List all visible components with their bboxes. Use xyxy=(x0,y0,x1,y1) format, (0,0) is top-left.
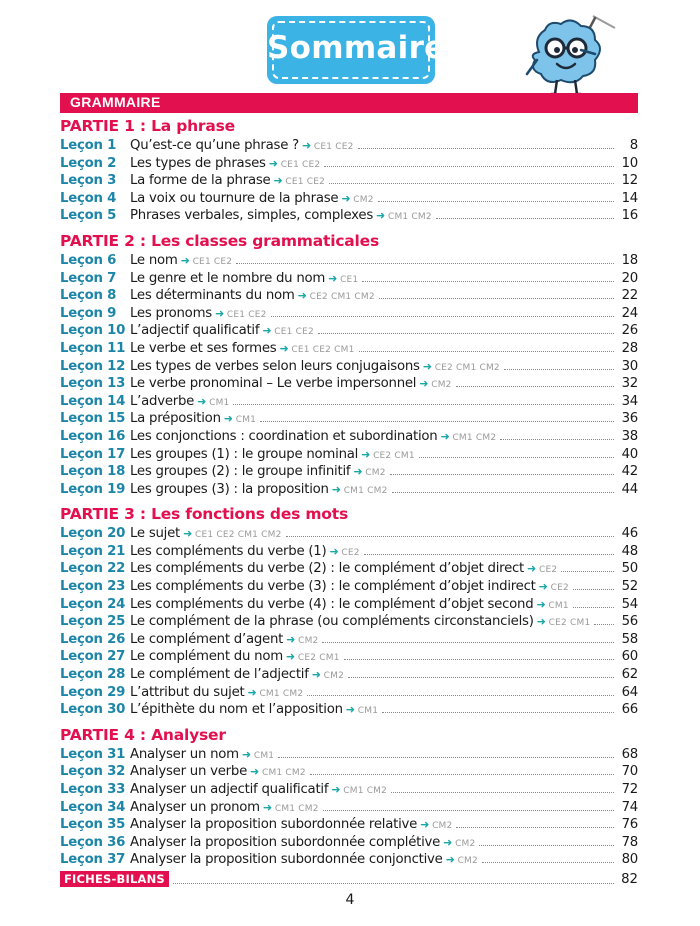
lesson-levels: CM2 xyxy=(432,821,453,832)
lesson-row[interactable] xyxy=(60,393,638,411)
lesson-row[interactable] xyxy=(60,428,638,446)
section-banner-grammaire xyxy=(60,93,638,113)
lesson-levels: CM2 xyxy=(457,856,478,867)
lesson-title: Les compléments du verbe (2) : le complément d’objet direct xyxy=(130,561,525,577)
dot-leader xyxy=(456,818,614,828)
lesson-page: 24 xyxy=(621,305,638,321)
arrow-right-icon: ➜ xyxy=(420,818,430,832)
title-box xyxy=(267,16,446,84)
lesson-title: Les pronoms xyxy=(130,305,212,321)
lesson-number: Leçon 3 xyxy=(60,173,117,189)
arrow-right-icon: ➜ xyxy=(341,191,351,205)
lesson-title: Les compléments du verbe (1) xyxy=(130,543,327,559)
arrow-right-icon: ➜ xyxy=(180,253,190,267)
lesson-page: 70 xyxy=(621,764,638,780)
lesson-levels: CE2 xyxy=(341,547,360,558)
lesson-page: 72 xyxy=(621,782,638,797)
lesson-number: Leçon 28 xyxy=(60,667,126,683)
lesson-page: 60 xyxy=(621,649,638,665)
arrow-right-icon: ➜ xyxy=(286,632,296,646)
lesson-row[interactable] xyxy=(60,270,638,288)
lesson-page: 68 xyxy=(621,746,638,762)
lesson-number: Leçon 6 xyxy=(60,252,117,268)
lesson-title: Le complément d’agent xyxy=(130,631,284,647)
dot-leader xyxy=(310,765,614,775)
dot-leader xyxy=(307,686,614,696)
lesson-row[interactable] xyxy=(60,190,638,208)
part-title: PARTIE 4 : Analyser xyxy=(60,725,226,744)
dot-leader xyxy=(260,412,614,422)
lesson-page: 56 xyxy=(621,614,638,630)
lesson-number: Leçon 19 xyxy=(60,481,126,497)
lesson-row[interactable] xyxy=(60,666,638,684)
arrow-right-icon: ➜ xyxy=(419,377,429,391)
arrow-right-icon: ➜ xyxy=(329,544,339,558)
lesson-row[interactable] xyxy=(60,543,638,561)
lesson-number: Leçon 5 xyxy=(60,208,117,224)
lesson-title: Les groupes (2) : le groupe infinitif xyxy=(130,464,351,480)
lesson-levels: CM2 xyxy=(353,194,374,205)
lesson-row[interactable] xyxy=(60,358,638,376)
arrow-right-icon: ➜ xyxy=(328,271,338,285)
dot-leader xyxy=(359,342,614,352)
arrow-right-icon: ➜ xyxy=(331,482,341,496)
lesson-levels: CM2 xyxy=(323,671,345,682)
lesson-page: 66 xyxy=(621,702,638,718)
lesson-row[interactable] xyxy=(60,560,638,578)
dot-leader xyxy=(173,875,614,884)
dot-leader xyxy=(479,836,614,846)
lesson-title: Analyser la proposition subordonnée relative xyxy=(130,817,418,833)
lesson-title: Phrases verbales, simples, complexes xyxy=(130,208,374,224)
lesson-row[interactable] xyxy=(60,834,638,852)
lesson-number: Leçon 25 xyxy=(60,614,126,630)
dot-leader xyxy=(573,598,614,608)
dot-leader xyxy=(392,483,615,493)
lesson-number: Leçon 9 xyxy=(60,305,117,321)
lesson-levels: CM1 xyxy=(357,706,379,717)
lesson-title: Les groupes (3) : la proposition xyxy=(130,481,329,497)
lesson-levels: CE2 CM1 CM2 xyxy=(309,292,375,303)
lesson-page: 80 xyxy=(621,852,638,868)
arrow-right-icon: ➜ xyxy=(268,156,278,170)
lesson-page: 12 xyxy=(621,173,638,189)
dot-leader xyxy=(379,289,614,299)
dot-leader xyxy=(378,192,614,202)
dot-leader xyxy=(382,703,614,713)
lesson-levels: CM1 CM2 xyxy=(343,485,388,496)
lesson-page: 52 xyxy=(621,579,638,595)
lesson-title: Le complément du nom xyxy=(130,649,283,665)
arrow-right-icon: ➜ xyxy=(445,853,455,867)
lesson-row[interactable] xyxy=(60,287,638,305)
lesson-row[interactable] xyxy=(60,613,638,631)
lesson-row[interactable] xyxy=(60,763,638,781)
lesson-levels: CE1 CE2 CM1 CM2 xyxy=(195,530,282,541)
lesson-page: 22 xyxy=(621,288,638,304)
lesson-row[interactable] xyxy=(60,305,638,323)
lesson-title: Analyser un nom xyxy=(130,746,239,762)
lesson-number: Leçon 23 xyxy=(60,579,126,595)
lesson-title: Les compléments du verbe (3) : le complément d’objet indirect xyxy=(130,579,536,595)
lesson-levels: CE2 CM1 xyxy=(297,653,340,664)
lesson-page: 48 xyxy=(621,543,638,559)
lesson-page: 78 xyxy=(621,834,638,850)
lesson-title: Les compléments du verbe (4) : le complément d’objet second xyxy=(130,596,534,612)
lesson-number: Leçon 17 xyxy=(60,446,126,462)
arrow-right-icon: ➜ xyxy=(311,668,321,682)
arrow-right-icon: ➜ xyxy=(262,800,272,814)
lesson-title: Analyser la proposition subordonnée conjonctive xyxy=(130,852,443,868)
lesson-number: Leçon 24 xyxy=(60,596,126,612)
lesson-number: Leçon 20 xyxy=(60,526,126,542)
lesson-levels: CM1 CM2 xyxy=(259,688,304,699)
arrow-right-icon: ➜ xyxy=(536,597,546,611)
lesson-number: Leçon 27 xyxy=(60,649,126,665)
lesson-levels: CE1 xyxy=(340,274,359,285)
lesson-levels: CM2 xyxy=(298,635,319,646)
lesson-number: Leçon 16 xyxy=(60,428,126,444)
lesson-title: Les types de verbes selon leurs conjugaisons xyxy=(130,358,420,374)
dot-leader xyxy=(271,307,614,317)
lesson-number: Leçon 8 xyxy=(60,288,117,304)
lesson-page: 18 xyxy=(621,252,638,268)
dot-leader xyxy=(419,448,614,458)
lesson-row[interactable] xyxy=(60,631,638,649)
lesson-page: 46 xyxy=(621,526,638,542)
lesson-page: 30 xyxy=(621,358,638,374)
dot-leader xyxy=(436,209,614,219)
arrow-right-icon: ➜ xyxy=(536,615,546,629)
lesson-row[interactable] xyxy=(60,463,638,481)
arrow-right-icon: ➜ xyxy=(353,465,363,479)
part-title: PARTIE 2 : Les classes grammaticales xyxy=(60,231,380,250)
lesson-page: 32 xyxy=(621,376,638,392)
lesson-levels: CE1 CE2 xyxy=(192,256,233,267)
lesson-number: Leçon 36 xyxy=(60,834,126,850)
dot-leader xyxy=(323,801,614,811)
lesson-title: Le verbe et ses formes xyxy=(130,340,277,356)
lesson-row[interactable] xyxy=(60,252,638,270)
fiches-bilans-label: FICHES-BILANS xyxy=(60,871,169,887)
lesson-levels: CM1 xyxy=(253,750,275,761)
lesson-number: Leçon 31 xyxy=(60,746,126,762)
arrow-right-icon: ➜ xyxy=(440,429,450,443)
lesson-number: Leçon 1 xyxy=(60,138,117,153)
dot-leader xyxy=(318,324,614,334)
lesson-levels: CM2 xyxy=(431,380,452,391)
lesson-row[interactable] xyxy=(60,578,638,596)
lesson-number: Leçon 11 xyxy=(60,340,126,356)
lesson-title: Le nom xyxy=(130,252,178,268)
lesson-title: Le complément de l’adjectif xyxy=(130,667,309,683)
mascot-icon xyxy=(505,14,630,96)
section-label: GRAMMAIRE xyxy=(70,94,161,110)
lesson-levels: CM1 CM2 xyxy=(274,803,319,814)
dot-leader xyxy=(348,668,614,678)
lesson-row[interactable] xyxy=(60,648,638,666)
lesson-number: Leçon 15 xyxy=(60,411,126,427)
lesson-row[interactable] xyxy=(60,155,638,173)
arrow-right-icon: ➜ xyxy=(214,306,224,320)
lesson-number: Leçon 37 xyxy=(60,852,126,868)
lesson-page: 38 xyxy=(621,428,638,444)
fiches-bilans-page: 82 xyxy=(621,871,638,887)
lesson-number: Leçon 22 xyxy=(60,561,126,577)
lesson-title: Qu’est-ce qu’une phrase ? xyxy=(130,138,299,153)
lesson-page: 76 xyxy=(621,817,638,833)
arrow-right-icon: ➜ xyxy=(279,341,289,355)
lesson-page: 44 xyxy=(621,481,638,497)
lesson-page: 62 xyxy=(621,667,638,683)
part-title: PARTIE 3 : Les fonctions des mots xyxy=(60,505,348,524)
lesson-levels: CE1 CE2 xyxy=(313,142,354,152)
lesson-page: 74 xyxy=(621,799,638,815)
arrow-right-icon: ➜ xyxy=(361,447,371,461)
lesson-number: Leçon 12 xyxy=(60,358,126,374)
lesson-levels: CM1 CM2 xyxy=(387,212,432,223)
lesson-number: Leçon 34 xyxy=(60,799,126,815)
lesson-levels: CE2 CM1 CM2 xyxy=(434,362,500,373)
lesson-page: 8 xyxy=(629,138,638,153)
lesson-row[interactable] xyxy=(60,701,638,719)
lesson-title: Les conjonctions : coordination et subordination xyxy=(130,428,438,444)
lesson-levels: CE2 xyxy=(539,565,558,576)
arrow-right-icon: ➜ xyxy=(301,139,311,152)
dot-leader xyxy=(362,272,614,282)
lesson-levels: CM2 xyxy=(365,468,386,479)
lesson-number: Leçon 18 xyxy=(60,464,126,480)
lesson-levels: CE1 CE2 xyxy=(285,177,326,188)
page-title: Sommaire xyxy=(267,30,446,66)
lesson-page: 36 xyxy=(621,411,638,427)
lesson-title: Les déterminants du nom xyxy=(130,288,295,304)
lesson-levels: CE1 CE2 CM1 xyxy=(291,344,355,355)
lesson-number: Leçon 13 xyxy=(60,376,126,392)
lesson-row[interactable] xyxy=(60,410,638,428)
dot-leader xyxy=(594,615,614,625)
lesson-levels: CM1 CM2 xyxy=(261,768,306,779)
lesson-number: Leçon 26 xyxy=(60,631,126,647)
lesson-page: 42 xyxy=(621,464,638,480)
lesson-levels: CM1 xyxy=(548,600,569,611)
lesson-row[interactable] xyxy=(60,746,638,764)
dot-leader xyxy=(358,139,614,149)
lesson-number: Leçon 35 xyxy=(60,817,126,833)
lesson-row[interactable] xyxy=(60,375,638,393)
lesson-number: Leçon 2 xyxy=(60,155,117,171)
lesson-title: La voix ou tournure de la phrase xyxy=(130,190,339,206)
lesson-page: 16 xyxy=(621,208,638,224)
lesson-row[interactable] xyxy=(60,137,638,155)
fiches-bilans-row[interactable] xyxy=(60,870,638,888)
arrow-right-icon: ➜ xyxy=(443,835,453,849)
lesson-title: Analyser un pronom xyxy=(130,799,260,815)
lesson-levels: CE2 CM1 xyxy=(373,450,415,461)
lesson-page: 10 xyxy=(621,155,638,171)
lesson-row[interactable] xyxy=(60,851,638,869)
lesson-page: 14 xyxy=(621,190,638,206)
table-of-contents xyxy=(60,116,638,869)
dot-leader xyxy=(329,174,614,184)
lesson-levels: CM1 xyxy=(235,415,257,426)
lesson-title: Analyser un verbe xyxy=(130,764,248,780)
lesson-levels: CM2 xyxy=(455,838,476,849)
lesson-levels: CM1 CM2 xyxy=(452,432,497,443)
arrow-right-icon: ➜ xyxy=(285,650,295,664)
lesson-title: Analyser la proposition subordonnée complétive xyxy=(130,834,441,850)
lesson-page: 20 xyxy=(621,270,638,286)
dot-leader xyxy=(364,545,614,555)
lesson-title: Le genre et le nombre du nom xyxy=(130,270,326,286)
arrow-right-icon: ➜ xyxy=(241,747,251,761)
lesson-row[interactable] xyxy=(60,799,638,817)
lesson-page: 28 xyxy=(621,340,638,356)
lesson-levels: CE2 xyxy=(550,583,569,594)
lesson-levels: CE1 CE2 xyxy=(274,327,314,338)
lesson-levels: CM1 xyxy=(209,397,230,408)
lesson-number: Leçon 10 xyxy=(60,323,126,339)
dot-leader xyxy=(278,748,614,758)
lesson-title: L’adjectif qualificatif xyxy=(130,323,260,339)
lesson-row[interactable] xyxy=(60,446,638,464)
arrow-right-icon: ➜ xyxy=(527,562,536,576)
lesson-number: Leçon 30 xyxy=(60,702,126,718)
lesson-title: Les types de phrases xyxy=(130,155,266,171)
lesson-number: Leçon 33 xyxy=(60,782,126,797)
lesson-row[interactable] xyxy=(60,340,638,358)
arrow-right-icon: ➜ xyxy=(422,359,432,373)
lesson-title: L’adverbe xyxy=(130,393,195,409)
part-title: PARTIE 1 : La phrase xyxy=(60,117,235,135)
lesson-row[interactable] xyxy=(60,781,638,799)
arrow-right-icon: ➜ xyxy=(223,412,233,426)
dot-leader xyxy=(233,395,614,405)
dot-leader xyxy=(344,650,614,660)
lesson-number: Leçon 14 xyxy=(60,393,126,409)
lesson-page: 26 xyxy=(621,323,638,339)
arrow-right-icon: ➜ xyxy=(183,527,192,541)
dot-leader xyxy=(482,853,614,863)
lesson-number: Leçon 32 xyxy=(60,764,126,780)
lesson-levels: CE1 CE2 xyxy=(226,309,267,320)
lesson-title: L’attribut du sujet xyxy=(130,684,245,700)
lesson-row[interactable] xyxy=(60,481,638,499)
dot-leader xyxy=(236,254,614,264)
lesson-row[interactable] xyxy=(60,596,638,614)
lesson-title: Le sujet xyxy=(130,526,181,542)
lesson-levels: CM1 CM2 xyxy=(343,786,388,796)
dot-leader xyxy=(322,633,614,643)
lesson-page: 64 xyxy=(621,684,638,700)
dot-leader xyxy=(561,562,614,572)
dot-leader xyxy=(390,465,614,475)
arrow-right-icon: ➜ xyxy=(197,394,207,408)
lesson-page: 34 xyxy=(621,393,638,409)
arrow-right-icon: ➜ xyxy=(273,174,283,188)
dot-leader xyxy=(391,783,614,793)
lesson-page: 54 xyxy=(621,596,638,612)
lesson-row[interactable] xyxy=(60,172,638,190)
dot-leader xyxy=(573,580,614,590)
arrow-right-icon: ➜ xyxy=(250,765,259,779)
lesson-number: Leçon 21 xyxy=(60,543,126,559)
dot-leader xyxy=(500,430,614,440)
arrow-right-icon: ➜ xyxy=(538,580,548,594)
lesson-page: 40 xyxy=(621,446,638,462)
lesson-page: 50 xyxy=(621,561,638,577)
lesson-title: La préposition xyxy=(130,411,221,427)
lesson-title: Les groupes (1) : le groupe nominal xyxy=(130,446,359,462)
dot-leader xyxy=(456,377,614,387)
lesson-row[interactable] xyxy=(60,207,638,225)
arrow-right-icon: ➜ xyxy=(247,685,257,699)
lesson-levels: CE1 CE2 xyxy=(280,159,321,170)
dot-leader xyxy=(286,527,614,537)
lesson-row[interactable] xyxy=(60,684,638,702)
page-number: 4 xyxy=(345,892,355,908)
dot-leader xyxy=(504,360,614,370)
dot-leader xyxy=(324,157,614,167)
arrow-right-icon: ➜ xyxy=(376,209,385,223)
lesson-row[interactable] xyxy=(60,525,638,543)
lesson-title: L’épithète du nom et l’apposition xyxy=(130,702,343,718)
lesson-title: Le complément de la phrase (ou compléments circonstanciels) xyxy=(130,614,534,630)
arrow-right-icon: ➜ xyxy=(297,289,307,303)
lesson-number: Leçon 4 xyxy=(60,190,117,206)
lesson-title: Analyser un adjectif qualificatif xyxy=(130,782,329,797)
lesson-number: Leçon 7 xyxy=(60,270,117,286)
lesson-levels: CE2 CM1 xyxy=(548,618,591,629)
lesson-row[interactable] xyxy=(60,816,638,834)
lesson-row[interactable] xyxy=(60,322,638,340)
arrow-right-icon: ➜ xyxy=(345,703,355,717)
lesson-number: Leçon 29 xyxy=(60,684,126,700)
lesson-page: 58 xyxy=(621,631,638,647)
arrow-right-icon: ➜ xyxy=(262,324,272,338)
lesson-title: La forme de la phrase xyxy=(130,173,271,189)
lesson-title: Le verbe pronominal – Le verbe impersonnel xyxy=(130,376,417,392)
arrow-right-icon: ➜ xyxy=(331,783,341,796)
